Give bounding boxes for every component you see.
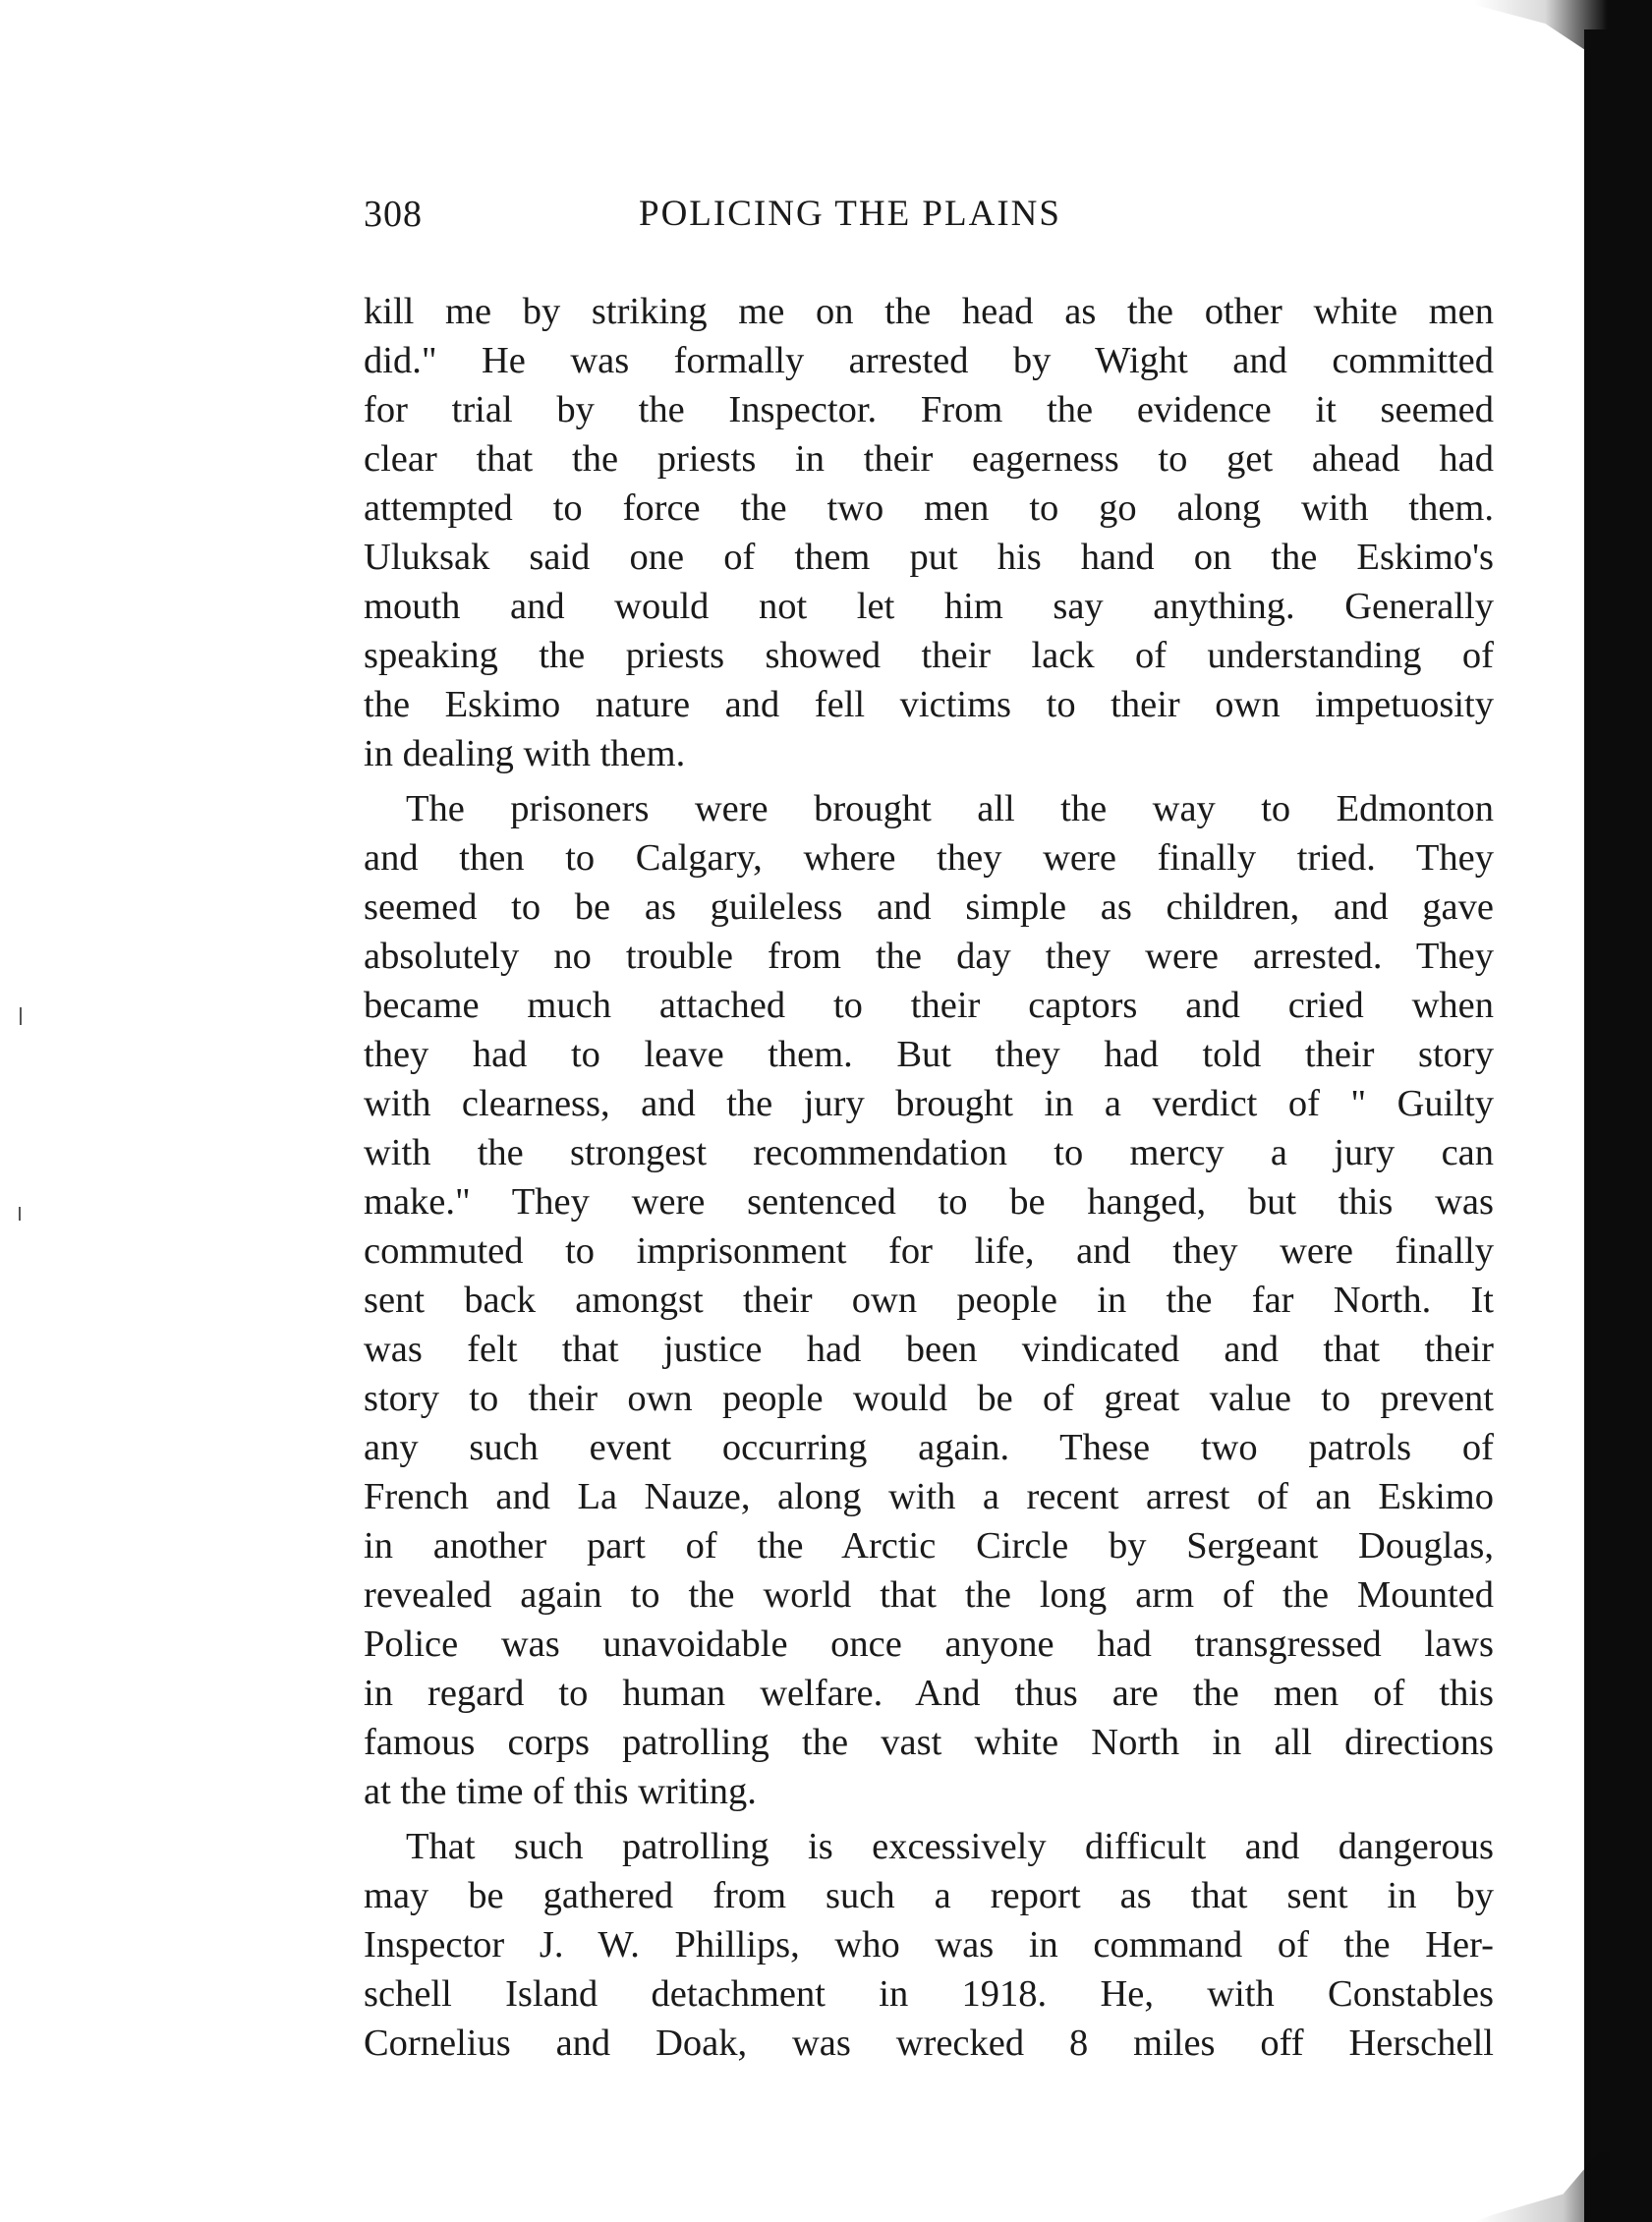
page-header [364, 193, 1494, 252]
text-line: Cornelius and Doak, was wrecked 8 miles off Herschell [364, 2023, 1494, 2064]
text-line: kill me by striking me on the head as the other white men [364, 291, 1494, 332]
text-line: Inspector J. W. Phillips, who was in command of the Her- [364, 1924, 1494, 1966]
text-line: became much attached to their captors and cried when [364, 985, 1494, 1026]
text-line: speaking the priests showed their lack of understanding of [364, 635, 1494, 676]
text-line: commuted to imprisonment for life, and they were finally [364, 1230, 1494, 1272]
body-text [364, 287, 1494, 2068]
scan-shadow-bottom [1474, 2152, 1652, 2222]
text-line: at the time of this writing. [364, 1771, 757, 1812]
text-line: The prisoners were brought all the way to Edmonton [406, 788, 1494, 829]
text-line: revealed again to the world that the long arm of the Mounted [364, 1574, 1494, 1616]
running-head: POLICING THE PLAINS [639, 194, 1061, 234]
text-line: Police was unavoidable once anyone had transgressed laws [364, 1624, 1494, 1665]
text-line: seemed to be as guileless and simple as children, and gave [364, 886, 1494, 928]
text-line: sent back amongst their own people in the far North. It [364, 1280, 1494, 1321]
text-line: with the strongest recommendation to mercy a jury can [364, 1132, 1494, 1173]
paragraph [364, 287, 1494, 778]
text-line: and then to Calgary, where they were finally tried. They [364, 837, 1494, 879]
text-line: famous corps patrolling the vast white North in all directions [364, 1722, 1494, 1763]
text-line: they had to leave them. But they had told their story [364, 1034, 1494, 1075]
scan-speck [20, 1007, 22, 1025]
scan-speck [19, 1207, 21, 1221]
text-line: for trial by the Inspector. From the evidence it seemed [364, 389, 1494, 430]
text-line: mouth and would not let him say anything. Generally [364, 586, 1494, 627]
text-line: the Eskimo nature and fell victims to their own impetuosity [364, 684, 1494, 725]
text-line: French and La Nauze, along with a recent arrest of an Eskimo [364, 1476, 1494, 1517]
text-line: clear that the priests in their eagerness to get ahead had [364, 438, 1494, 480]
text-line: with clearness, and the jury brought in a verdict of " Guilty [364, 1083, 1494, 1124]
text-line: make." They were sentenced to be hanged, but this was [364, 1181, 1494, 1223]
paragraph [364, 1822, 1494, 2068]
text-line: in dealing with them. [364, 733, 686, 774]
paragraph [364, 784, 1494, 1816]
text-line: Uluksak said one of them put his hand on the Eskimo's [364, 537, 1494, 578]
text-line: was felt that justice had been vindicated and that their [364, 1329, 1494, 1370]
text-line: any such event occurring again. These two patrols of [364, 1427, 1494, 1468]
text-line: schell Island detachment in 1918. He, with Constables [364, 1973, 1494, 2015]
text-line: in regard to human welfare. And thus are the men of this [364, 1673, 1494, 1714]
text-line: That such patrolling is excessively difficult and dangerous [406, 1826, 1494, 1867]
text-line: attempted to force the two men to go along with them. [364, 487, 1494, 529]
scan-shadow-right [1584, 29, 1652, 2222]
text-line: story to their own people would be of great value to prevent [364, 1378, 1494, 1419]
text-line: in another part of the Arctic Circle by Sergeant Douglas, [364, 1525, 1494, 1567]
page-number: 308 [364, 194, 423, 235]
text-line: absolutely no trouble from the day they were arrested. They [364, 936, 1494, 977]
text-line: did." He was formally arrested by Wight and committed [364, 340, 1494, 381]
text-line: may be gathered from such a report as that sent in by [364, 1875, 1494, 1916]
